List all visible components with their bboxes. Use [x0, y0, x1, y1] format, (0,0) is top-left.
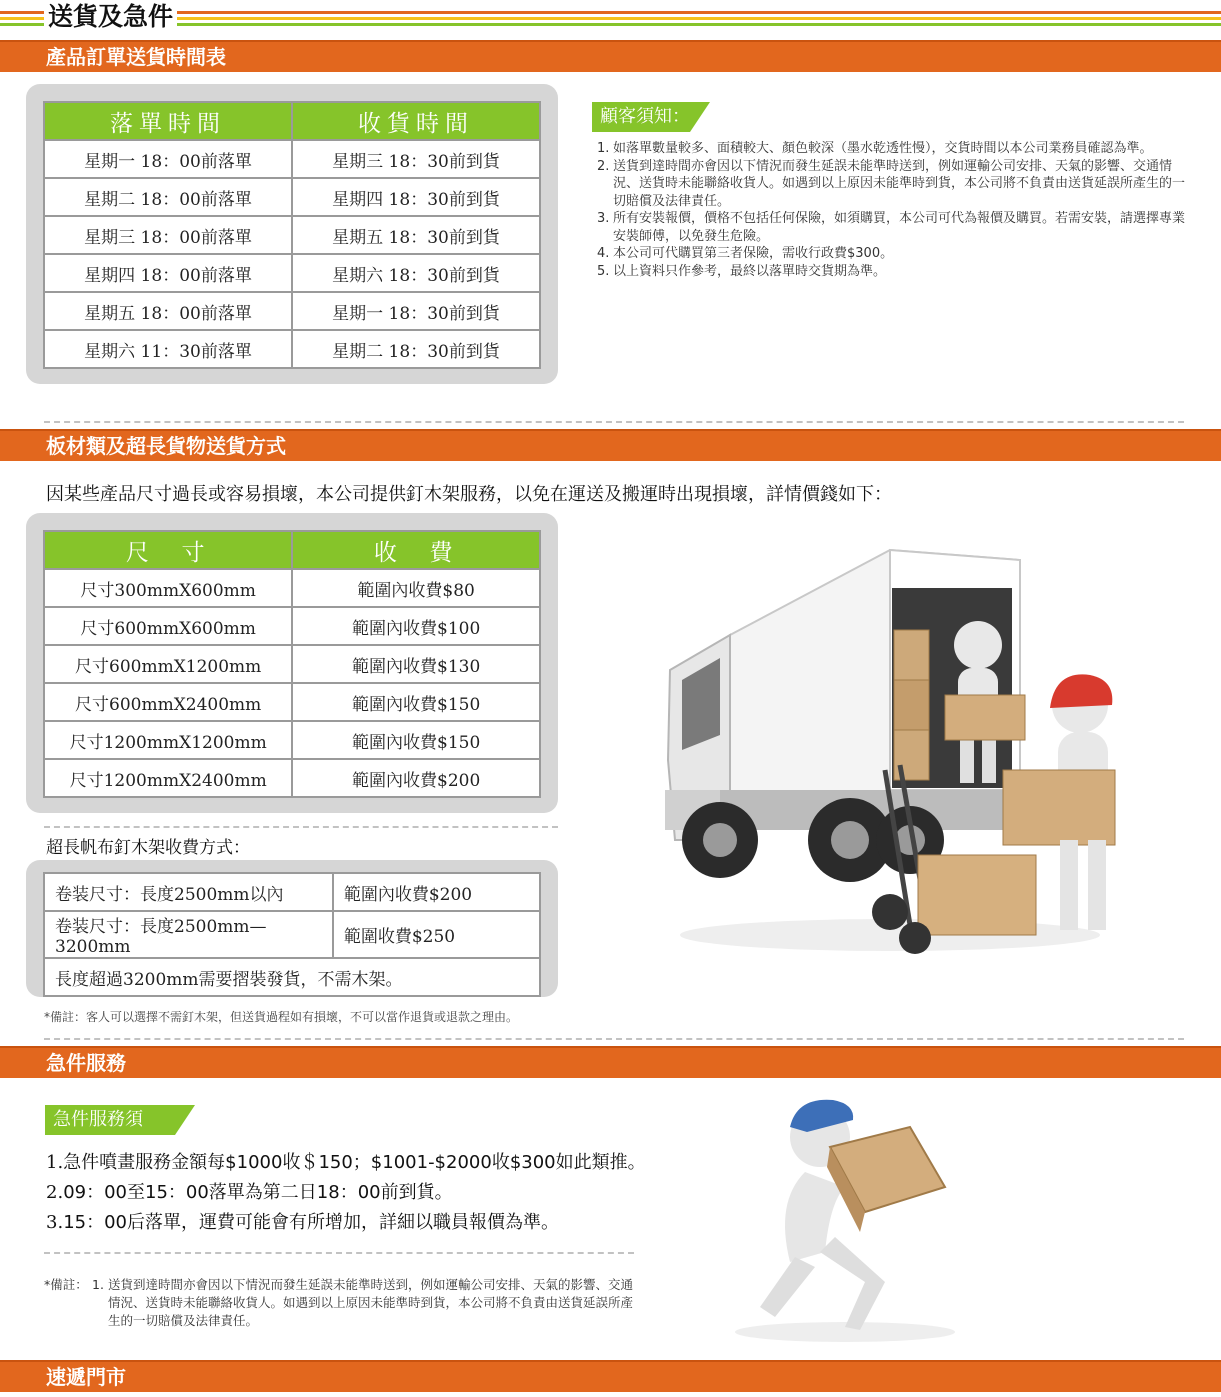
- urgent-notice-tag: 急件服務須知：: [45, 1105, 175, 1135]
- divider: [44, 1252, 634, 1254]
- receive-time-cell: 星期四 18：30前到貨: [292, 178, 540, 216]
- note-text: 以上資料只作參考，最終以落單時交貨期為準。: [613, 263, 887, 279]
- size-cell: 尺寸300mmX600mm: [44, 569, 292, 607]
- section-title-board: 板材類及超長貨物送貨方式: [46, 434, 286, 458]
- canvas-title: 超長帆布釘木架收費方式：: [46, 838, 250, 858]
- table-row: [44, 958, 540, 996]
- divider: [44, 826, 558, 828]
- urgent-remark: [44, 1276, 644, 1330]
- page-header: [0, 0, 1221, 36]
- list-item: [597, 140, 1195, 158]
- item-text: 09：00至15：00落單為第二日18：00前到貨。: [63, 1182, 453, 1203]
- section-title-express: 速遞門市: [46, 1365, 126, 1389]
- section-bar-schedule: [0, 40, 1221, 72]
- canvas-note-cell: 長度超過3200mm需要摺裝發貨，不需木架。: [44, 958, 540, 996]
- board-header-fee: 收 費: [292, 531, 540, 569]
- table-row: [44, 759, 540, 797]
- table-row: [44, 721, 540, 759]
- table-row: [44, 645, 540, 683]
- receive-time-cell: 星期三 18：30前到貨: [292, 140, 540, 178]
- canvas-size-cell: 卷装尺寸：長度2500mm—3200mm: [44, 911, 333, 958]
- table-row: [44, 330, 540, 368]
- fee-cell: 範圍內收費$150: [292, 683, 540, 721]
- size-cell: 尺寸600mmX2400mm: [44, 683, 292, 721]
- note-text: 送貨到達時間亦會因以下情況而發生延誤未能準時送到，例如運輸公司安排、天氣的影響、交通情況、送貨時未能聯絡收貨人。如遇到以上原因未能準時到貨，本公司將不負責由送貨延誤所產生的一切賠償及法律責任。: [613, 158, 1186, 209]
- order-time-cell: 星期三 18：00前落單: [44, 216, 292, 254]
- urgent-notice-list: [46, 1148, 646, 1238]
- list-item: [597, 263, 1195, 281]
- urgent-remark-label: *備註：: [44, 1277, 88, 1292]
- header-stripe-orange: [0, 11, 1221, 14]
- table-row: [44, 140, 540, 178]
- note-number: 4.: [597, 246, 610, 261]
- size-cell: 尺寸1200mmX2400mm: [44, 759, 292, 797]
- table-row: [44, 254, 540, 292]
- divider: [44, 1038, 1184, 1040]
- table-row: [44, 292, 540, 330]
- table-row: [44, 607, 540, 645]
- fee-cell: 範圍內收費$150: [292, 721, 540, 759]
- size-cell: 尺寸1200mmX1200mm: [44, 721, 292, 759]
- order-time-cell: 星期二 18：00前落單: [44, 178, 292, 216]
- list-item: [46, 1208, 646, 1238]
- size-cell: 尺寸600mmX600mm: [44, 607, 292, 645]
- table-row: [44, 178, 540, 216]
- note-number: 3.: [597, 211, 610, 226]
- fee-cell: 範圍內收費$80: [292, 569, 540, 607]
- list-item: [597, 210, 1195, 245]
- customer-notice-tag: 顧客須知：: [592, 102, 690, 132]
- note-number: 1.: [597, 141, 610, 156]
- note-text: 所有安裝報價，價格不包括任何保險，如須購買，本公司可代為報價及購買。若需安裝，請選擇專業安裝師傅，以免發生危險。: [613, 211, 1186, 244]
- item-text: 15：00后落單，運費可能會有所增加，詳細以職員報價為準。: [63, 1212, 559, 1233]
- item-text: 急件噴畫服務金額每$1000收＄150；$1001-$2000收$300如此類推。: [63, 1152, 646, 1173]
- item-number: 1.: [46, 1152, 64, 1173]
- receive-time-cell: 星期二 18：30前到貨: [292, 330, 540, 368]
- note-text: 本公司可代購買第三者保險，需收行政費$300。: [613, 246, 894, 261]
- fee-cell: 範圍內收費$130: [292, 645, 540, 683]
- courier-running-illustration: [735, 1092, 955, 1347]
- note-number: 5.: [597, 263, 610, 279]
- receive-time-cell: 星期六 18：30前到貨: [292, 254, 540, 292]
- canvas-fee-cell: 範圍內收費$200: [333, 873, 540, 911]
- schedule-table: [43, 101, 541, 369]
- list-item: [46, 1148, 646, 1178]
- fee-cell: 範圍內收費$200: [292, 759, 540, 797]
- urgent-remark-text: 送貨到達時間亦會因以下情況而發生延誤未能準時送到，例如運輸公司安排、天氣的影響、交通情況、送貨時未能聯絡收貨人。如遇到以上原因未能準時到貨，本公司將不負責由送貨延誤所產生的一切賠償及法律責任。: [108, 1277, 634, 1328]
- urgent-remark-number: 1.: [92, 1277, 104, 1292]
- list-item: [46, 1178, 646, 1208]
- order-time-cell: 星期六 11：30前落單: [44, 330, 292, 368]
- board-header-size: 尺 寸: [44, 531, 292, 569]
- item-number: 3.: [46, 1212, 64, 1233]
- item-number: 2.: [46, 1182, 64, 1203]
- table-row: [44, 873, 540, 911]
- order-time-cell: 星期一 18：00前落單: [44, 140, 292, 178]
- board-intro: 因某些產品尺寸過長或容易損壞，本公司提供釘木架服務，以免在運送及搬運時出現損壞，詳情價錢如下：: [46, 484, 892, 505]
- board-price-table: [43, 530, 541, 798]
- order-time-cell: 星期五 18：00前落單: [44, 292, 292, 330]
- list-item: [597, 158, 1195, 211]
- page-title: 送貨及急件: [44, 2, 177, 32]
- schedule-header-receive: 收貨時間: [292, 102, 540, 140]
- customer-notice-list: [597, 140, 1195, 280]
- schedule-header-order: 落單時間: [44, 102, 292, 140]
- table-row: [44, 569, 540, 607]
- table-row: [44, 911, 540, 958]
- section-bar-express: [0, 1360, 1221, 1392]
- section-title-schedule: 產品訂單送貨時間表: [46, 45, 226, 69]
- table-row: [44, 683, 540, 721]
- note-number: 2.: [597, 158, 610, 174]
- size-cell: 尺寸600mmX1200mm: [44, 645, 292, 683]
- section-bar-board: [0, 429, 1221, 461]
- receive-time-cell: 星期一 18：30前到貨: [292, 292, 540, 330]
- table-row: [44, 216, 540, 254]
- divider: [44, 421, 1184, 423]
- section-bar-urgent: [0, 1046, 1221, 1078]
- delivery-truck-illustration: [660, 540, 1130, 965]
- section-title-urgent: 急件服務: [46, 1051, 126, 1075]
- header-stripe-green: [0, 23, 1221, 26]
- note-text: 如落單數量較多、面積較大、顏色較深（墨水乾透性慢），交貨時間以本公司業務員確認為準。: [613, 141, 1153, 156]
- receive-time-cell: 星期五 18：30前到貨: [292, 216, 540, 254]
- canvas-fee-cell: 範圍收費$250: [333, 911, 540, 958]
- order-time-cell: 星期四 18：00前落單: [44, 254, 292, 292]
- canvas-size-cell: 卷装尺寸：長度2500mm以內: [44, 873, 333, 911]
- list-item: [597, 245, 1195, 263]
- board-remark: *備註：客人可以選擇不需釘木架，但送貨過程如有損壞，不可以當作退貨或退款之理由。: [44, 1010, 519, 1024]
- fee-cell: 範圍內收費$100: [292, 607, 540, 645]
- canvas-price-table: [43, 872, 541, 997]
- header-stripe-yellow: [0, 17, 1221, 20]
